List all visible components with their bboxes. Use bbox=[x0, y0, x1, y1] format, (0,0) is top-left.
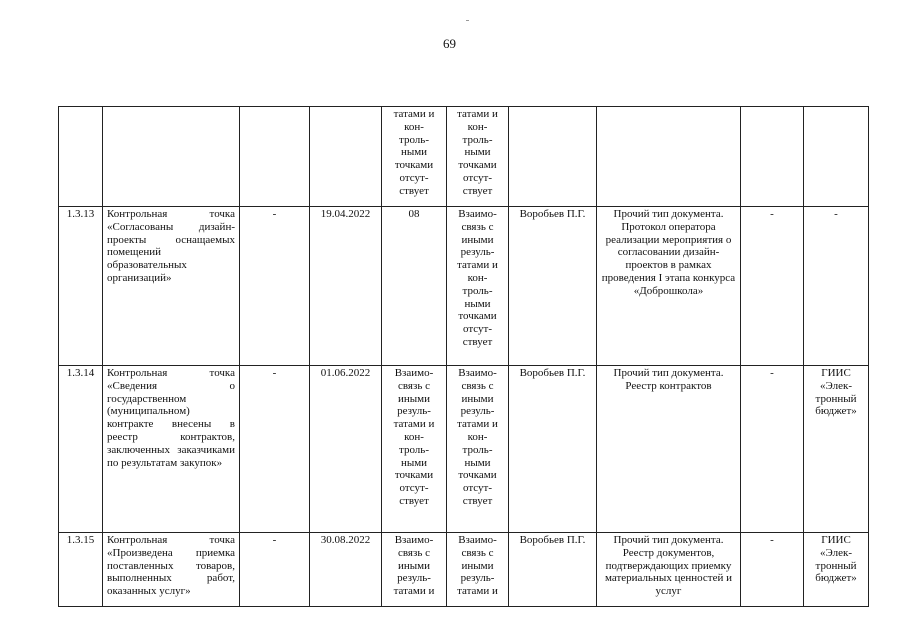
row-predecessors: татами и кон- троль- ными точками отсут- ствует bbox=[382, 107, 447, 207]
scan-mark bbox=[466, 20, 469, 21]
row-level bbox=[741, 107, 804, 207]
row-info-system: ГИИС «Элек- тронный бюджет» bbox=[804, 533, 869, 607]
row-number bbox=[59, 107, 103, 207]
row-responsible: Воробьев П.Г. bbox=[509, 366, 597, 533]
row-date: 01.06.2022 bbox=[310, 366, 382, 533]
row-successors: татами и кон- троль- ными точками отсут- ствует bbox=[447, 107, 509, 207]
row-info-system: - bbox=[804, 207, 869, 366]
row-date: 19.04.2022 bbox=[310, 207, 382, 366]
row-base-value: - bbox=[240, 366, 310, 533]
row-document: Прочий тип документа. Протокол оператора реализации мероприятия о согласовании дизайн-проектов в рамках проведения I этапа конкурса «Доброшкола» bbox=[597, 207, 741, 366]
table-row bbox=[59, 366, 869, 533]
row-predecessors: 08 bbox=[382, 207, 447, 366]
row-description: Контрольная точка «Согласованы дизайн-проекты оснащаемых помещений образовательных организаций» bbox=[103, 207, 240, 366]
row-predecessors: Взаимо- связь с иными резуль- татами и bbox=[382, 533, 447, 607]
row-description: Контрольная точка «Сведения о государственном (муниципальном) контракте внесены в реестр контрактов, заключенных заказчиками по результатам закупок» bbox=[103, 366, 240, 533]
row-info-system bbox=[804, 107, 869, 207]
control-points-table bbox=[58, 106, 869, 607]
row-document: Прочий тип документа. Реестр документов, подтверждающих приемку материальных ценностей и услуг bbox=[597, 533, 741, 607]
row-base-value: - bbox=[240, 207, 310, 366]
row-number: 1.3.13 bbox=[59, 207, 103, 366]
row-base-value bbox=[240, 107, 310, 207]
row-number: 1.3.14 bbox=[59, 366, 103, 533]
row-document bbox=[597, 107, 741, 207]
row-info-system: ГИИС «Элек- тронный бюджет» bbox=[804, 366, 869, 533]
row-document: Прочий тип документа. Реестр контрактов bbox=[597, 366, 741, 533]
row-successors: Взаимо- связь с иными резуль- татами и bbox=[447, 533, 509, 607]
row-date bbox=[310, 107, 382, 207]
row-predecessors: Взаимо- связь с иными резуль- татами и кон- троль- ными точками отсут- ствует bbox=[382, 366, 447, 533]
table-row bbox=[59, 107, 869, 207]
row-number: 1.3.15 bbox=[59, 533, 103, 607]
row-date: 30.08.2022 bbox=[310, 533, 382, 607]
row-description: Контрольная точка «Произведена приемка поставленных товаров, выполненных работ, оказанных услуг» bbox=[103, 533, 240, 607]
row-level: - bbox=[741, 366, 804, 533]
row-responsible bbox=[509, 107, 597, 207]
row-responsible: Воробьев П.Г. bbox=[509, 207, 597, 366]
page-number: 69 bbox=[443, 36, 456, 51]
row-level: - bbox=[741, 207, 804, 366]
table-row bbox=[59, 207, 869, 366]
row-successors: Взаимо- связь с иными резуль- татами и кон- троль- ными точками отсут- ствует bbox=[447, 366, 509, 533]
row-description bbox=[103, 107, 240, 207]
row-base-value: - bbox=[240, 533, 310, 607]
table-row bbox=[59, 533, 869, 607]
row-level: - bbox=[741, 533, 804, 607]
row-successors: Взаимо- связь с иными резуль- татами и кон- троль- ными точками отсут- ствует bbox=[447, 207, 509, 366]
row-responsible: Воробьев П.Г. bbox=[509, 533, 597, 607]
